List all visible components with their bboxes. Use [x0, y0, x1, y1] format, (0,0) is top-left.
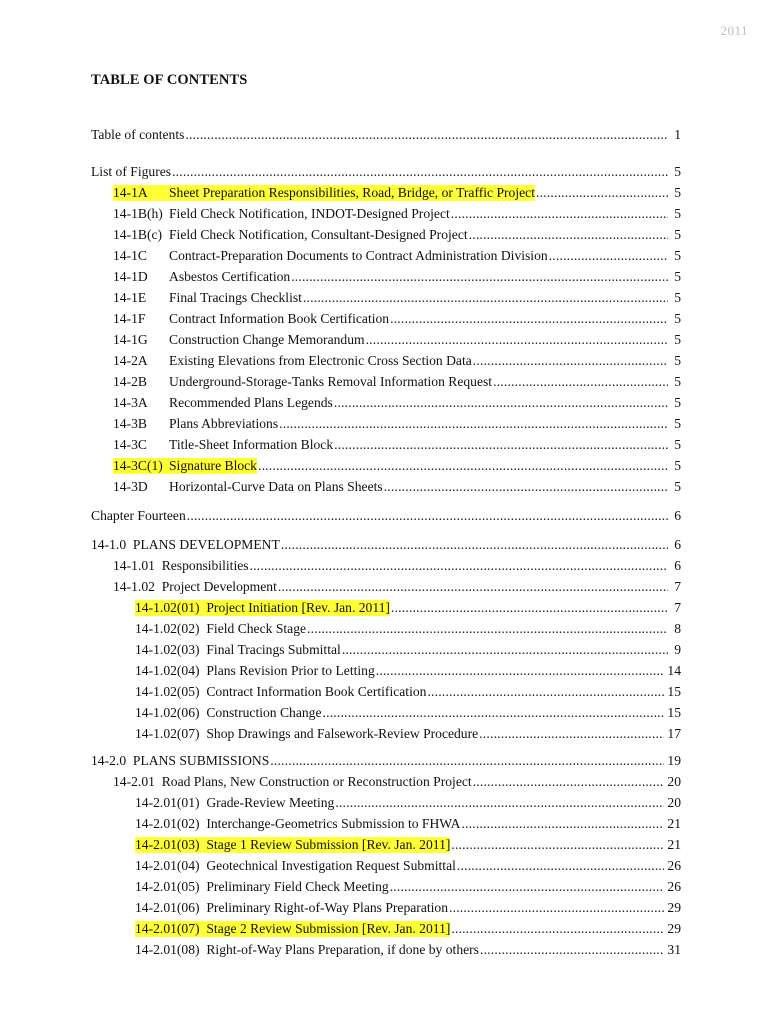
toc-entry-text: 14-2.01(01) Grade-Review Meeting [135, 795, 335, 810]
figure-entry[interactable] [91, 311, 681, 332]
toc-item[interactable] [91, 837, 681, 858]
toc-entry-text: 14-1.02(01) Project Initiation [Rev. Jan. 2011] [135, 600, 390, 615]
toc-page-number: 5 [674, 437, 681, 452]
toc-page-number: 21 [667, 816, 681, 831]
leader-dots [479, 726, 664, 742]
toc-page-number: 5 [674, 227, 681, 242]
toc-page-number: 5 [674, 185, 681, 200]
toc-page-number: 21 [667, 837, 681, 852]
toc-item[interactable] [91, 816, 681, 837]
toc-entry[interactable] [91, 127, 681, 148]
leader-dots [480, 942, 664, 958]
toc-item[interactable] [91, 858, 681, 879]
leader-dots [473, 774, 665, 790]
figure-entry[interactable] [91, 437, 681, 458]
section2-items [91, 795, 681, 963]
toc-entry-text: 14-2.01(07) Stage 2 Review Submission [Rev. Jan. 2011] [135, 921, 451, 936]
toc-entry-text: List of Figures [91, 164, 172, 179]
figure-code: 14-3C(1) [113, 458, 169, 474]
leader-dots [185, 127, 668, 143]
toc-entry-text: 14-1.0 PLANS DEVELOPMENT [91, 537, 280, 552]
figure-title: Existing Elevations from Electronic Cross Section Data [169, 353, 472, 368]
figure-code: 14-1E [113, 290, 147, 305]
toc-page-number: 26 [667, 858, 681, 873]
toc-item[interactable] [91, 684, 681, 705]
toc-page-number: 5 [674, 479, 681, 494]
leader-dots [279, 416, 668, 432]
figure-code: 14-3A [113, 395, 148, 410]
toc-item[interactable] [91, 642, 681, 663]
figure-code: 14-2A [113, 353, 148, 368]
toc-page-number: 29 [667, 900, 681, 915]
figure-code: 14-1G [113, 332, 148, 347]
toc-subsection[interactable] [91, 558, 681, 579]
figure-title: Horizontal-Curve Data on Plans Sheets [169, 479, 383, 494]
figure-code: 14-2B [113, 374, 147, 389]
figure-title: Contract-Preparation Documents to Contract Administration Division [169, 248, 548, 263]
figure-title: Construction Change Memorandum [169, 332, 365, 347]
figure-title: Plans Abbreviations [169, 416, 279, 431]
toc-page-number: 9 [674, 642, 681, 657]
leader-dots [427, 684, 664, 700]
figure-code: 14-1B(h) [113, 206, 163, 221]
leader-dots [187, 508, 668, 524]
toc-page-number: 7 [674, 579, 681, 594]
toc-entry-text: Chapter Fourteen [91, 508, 186, 523]
header-year: 2011 [720, 23, 748, 38]
toc-page-number: 5 [674, 164, 681, 179]
toc-item[interactable] [91, 921, 681, 942]
toc-entry-text: 14-1.02(05) Contract Information Book Certification [135, 684, 427, 699]
figure-code: 14-3C [113, 437, 147, 452]
toc-entry-text: 14-2.01(08) Right-of-Way Plans Preparation, if done by others [135, 942, 479, 957]
leader-dots [473, 353, 668, 369]
toc-page-number: 5 [674, 374, 681, 389]
toc-page-number: 5 [674, 458, 681, 473]
toc-entry-text: 14-2.01(03) Stage 1 Review Submission [Rev. Jan. 2011] [135, 837, 451, 852]
toc-page-number: 20 [667, 795, 681, 810]
leader-dots [449, 900, 664, 916]
toc-entry-text: 14-2.01(04) Geotechnical Investigation Request Submittal [135, 858, 456, 873]
figure-entry[interactable] [91, 458, 681, 479]
leader-dots [291, 269, 668, 285]
toc-page-number: 29 [667, 921, 681, 936]
figure-title: Title-Sheet Information Block [169, 437, 334, 452]
toc-page-number: 5 [674, 206, 681, 221]
leader-dots [390, 311, 668, 327]
figure-code: 14-1B(c) [113, 227, 163, 242]
figure-title: Sheet Preparation Responsibilities, Road, Bridge, or Traffic Project [169, 185, 535, 200]
toc-subsection[interactable] [91, 579, 681, 600]
leader-dots [334, 395, 668, 411]
figure-entry[interactable] [91, 269, 681, 290]
leader-dots [384, 479, 668, 495]
figure-title: Contract Information Book Certification [169, 311, 390, 326]
figure-code: 14-1C [113, 248, 147, 263]
toc-item[interactable] [91, 795, 681, 816]
leader-dots [451, 837, 664, 853]
toc-entry-text: 14-1.01 Responsibilities [113, 558, 249, 573]
leader-dots [250, 558, 668, 574]
figure-entry[interactable] [91, 395, 681, 416]
figure-code: 14-3B [113, 416, 147, 431]
toc-entry-text: 14-2.01 Road Plans, New Construction or Reconstruction Project [113, 774, 472, 789]
leader-dots [451, 206, 668, 222]
figure-entry[interactable] [91, 227, 681, 248]
leader-dots [451, 921, 664, 937]
toc-page-number: 5 [674, 290, 681, 305]
toc-page-number: 5 [674, 332, 681, 347]
leader-dots [366, 332, 668, 348]
leader-dots [469, 227, 668, 243]
toc-page-number: 31 [667, 942, 681, 957]
toc-entry-text: 14-1.02(04) Plans Revision Prior to Letting [135, 663, 375, 678]
toc-entry-text: 14-2.01(02) Interchange-Geometrics Submission to FHWA [135, 816, 461, 831]
leader-dots [493, 374, 668, 390]
toc-entry-list-of-figures[interactable] [91, 164, 681, 185]
leader-dots [334, 437, 668, 453]
toc-page-number: 15 [667, 684, 681, 699]
toc-page-number: 8 [674, 621, 681, 636]
figure-title: Asbestos Certification [169, 269, 291, 284]
figure-title: Final Tracings Checklist [169, 290, 302, 305]
leader-dots [391, 600, 668, 616]
leader-dots [536, 185, 668, 201]
toc-item[interactable] [91, 942, 681, 963]
toc-page-number: 20 [667, 774, 681, 789]
toc-section-heading[interactable] [91, 537, 681, 558]
toc-page-number: 5 [674, 269, 681, 284]
toc-entry-text: 14-1.02(03) Final Tracings Submittal [135, 642, 341, 657]
leader-dots [342, 642, 668, 658]
figure-code: 14-3D [113, 479, 148, 494]
toc-page-number: 19 [667, 753, 681, 768]
figure-entry[interactable] [91, 332, 681, 353]
leader-dots [457, 858, 665, 874]
page-title: TABLE OF CONTENTS [91, 72, 248, 88]
figure-code: 14-1F [113, 311, 146, 326]
figure-title: Signature Block [169, 458, 257, 473]
toc-item[interactable] [91, 879, 681, 900]
leader-dots [281, 537, 668, 553]
toc-subsection[interactable] [91, 774, 681, 795]
toc-entry-text: 14-2.01(06) Preliminary Right-of-Way Plans Preparation [135, 900, 449, 915]
figure-code: 14-1A [113, 185, 169, 201]
figure-entry[interactable] [91, 185, 681, 206]
figure-entry[interactable] [91, 206, 681, 227]
toc-item[interactable] [91, 600, 681, 621]
figures-list [91, 185, 681, 500]
leader-dots [461, 816, 664, 832]
toc-page-number: 1 [674, 127, 681, 142]
toc-page-number: 7 [674, 600, 681, 615]
figure-entry[interactable] [91, 353, 681, 374]
toc-item[interactable] [91, 663, 681, 684]
toc-entry-chapter[interactable] [91, 508, 681, 529]
toc-section-heading[interactable] [91, 753, 681, 774]
toc-page-number: 17 [667, 726, 681, 741]
toc-entry-text: 14-2.0 PLANS SUBMISSIONS [91, 753, 270, 768]
toc-entry-text: 14-1.02 Project Development [113, 579, 277, 594]
toc-page-number: 6 [674, 508, 681, 523]
leader-dots [335, 795, 664, 811]
leader-dots [258, 458, 668, 474]
toc-entry-text: 14-1.02(06) Construction Change [135, 705, 322, 720]
toc-entry-text: 14-1.02(02) Field Check Stage [135, 621, 307, 636]
toc-entry-text: 14-2.01(05) Preliminary Field Check Meeting [135, 879, 389, 894]
figure-entry[interactable] [91, 374, 681, 395]
toc-page-number: 15 [667, 705, 681, 720]
table-of-contents [91, 127, 681, 963]
toc-item[interactable] [91, 726, 681, 747]
leader-dots [172, 164, 668, 180]
figure-entry[interactable] [91, 290, 681, 311]
toc-page-number: 26 [667, 879, 681, 894]
toc-entry-text: 14-1.02(07) Shop Drawings and Falsework-Review Procedure [135, 726, 479, 741]
leader-dots [376, 663, 665, 679]
figure-title: Underground-Storage-Tanks Removal Information Request [169, 374, 493, 389]
leader-dots [278, 579, 668, 595]
toc-page-number: 5 [674, 416, 681, 431]
figure-title: Field Check Notification, INDOT-Designed Project [169, 206, 450, 221]
leader-dots [303, 290, 668, 306]
leader-dots [307, 621, 668, 637]
figure-entry[interactable] [91, 479, 681, 500]
leader-dots [549, 248, 668, 264]
toc-page-number: 6 [674, 558, 681, 573]
toc-entry-text: Table of contents [91, 127, 185, 142]
figure-title: Recommended Plans Legends [169, 395, 333, 410]
toc-page-number: 5 [674, 311, 681, 326]
leader-dots [390, 879, 665, 895]
figure-code: 14-1D [113, 269, 148, 284]
toc-page-number: 6 [674, 537, 681, 552]
leader-dots [270, 753, 664, 769]
toc-page-number: 5 [674, 248, 681, 263]
toc-item[interactable] [91, 900, 681, 921]
toc-page-number: 5 [674, 353, 681, 368]
leader-dots [323, 705, 665, 721]
section1-items [91, 600, 681, 747]
toc-item[interactable] [91, 705, 681, 726]
figure-entry[interactable] [91, 416, 681, 437]
figure-entry[interactable] [91, 248, 681, 269]
toc-page-number: 5 [674, 395, 681, 410]
figure-title: Field Check Notification, Consultant-Designed Project [169, 227, 468, 242]
toc-page-number: 14 [667, 663, 681, 678]
toc-item[interactable] [91, 621, 681, 642]
